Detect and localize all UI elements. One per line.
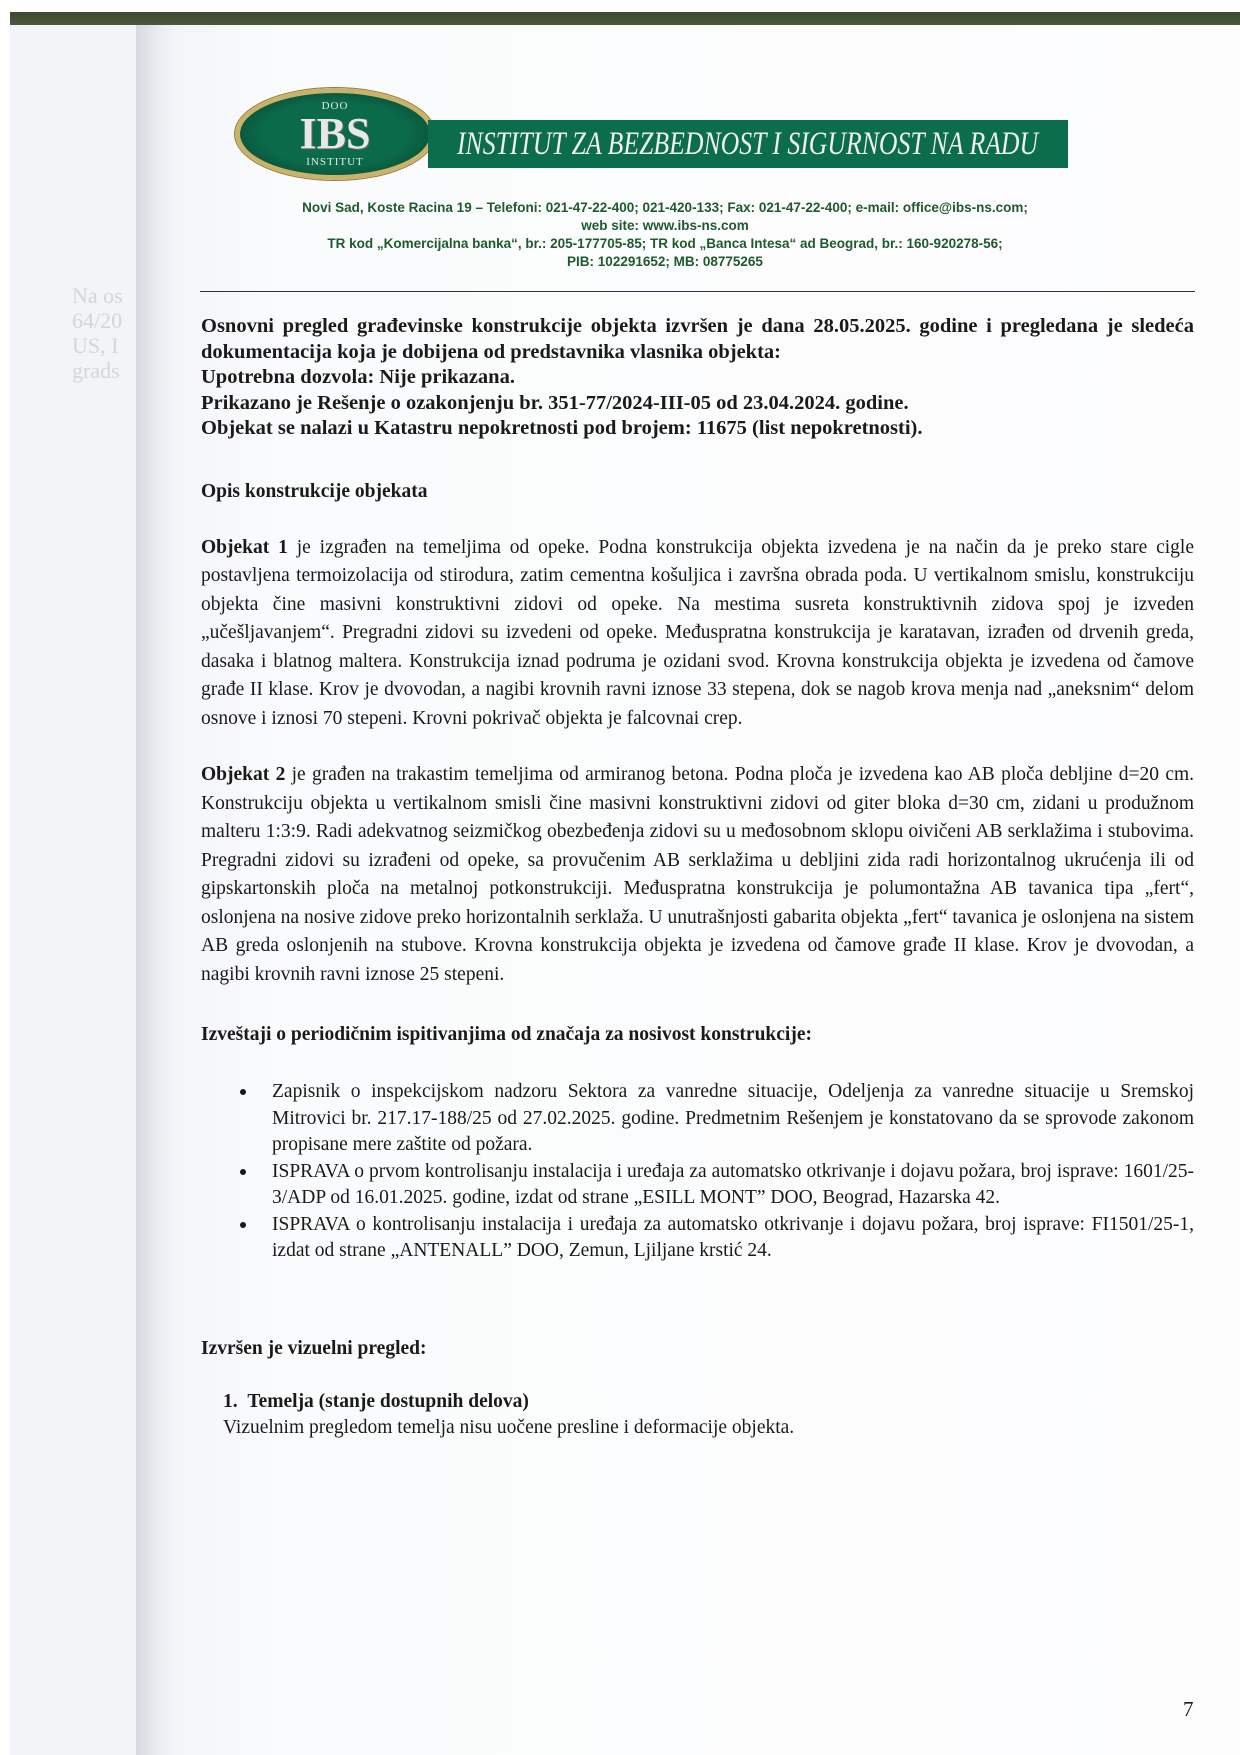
logo-institut-text: INSTITUT xyxy=(306,156,364,168)
intro-permit-line: Upotrebna dozvola: Nije prikazana. xyxy=(201,366,515,388)
reports-list xyxy=(240,1079,1194,1265)
objekat2-paragraph xyxy=(201,761,1194,989)
contact-ids-line: PIB: 102291652; MB: 08775265 xyxy=(567,254,763,269)
bullet-icon xyxy=(240,1089,246,1095)
section-title-opis: Opis konstrukcije objekata xyxy=(201,480,428,502)
contact-address-line: Novi Sad, Koste Racina 19 – Telefoni: 021-47-22-400; 021-420-133; Fax: 021-47-22-400; e-mail: office@ibs-ns.com; xyxy=(302,200,1028,215)
report-item xyxy=(240,1159,1194,1212)
report-item xyxy=(240,1079,1194,1159)
report-item-text: Zapisnik o inspekcijskom nadzoru Sektora za vanredne situacije, Odeljenja za vanredne situacije u Sremskoj Mitrovici br. 217.17-188/25 od 27.02.2025. godine. Predmetnim Rešenjem je konstatovano da se sprovode zakonom propisane mere zaštite od požara. xyxy=(272,1081,1194,1155)
section-title-izvestaji: Izveštaji o periodičnim ispitivanjima od značaja za nosivost konstrukcije: xyxy=(201,1024,812,1045)
ibs-logo-emblem xyxy=(235,88,435,180)
inspection-item-title: Temelja (stanje dostupnih delova) xyxy=(247,1390,529,1412)
inspection-item xyxy=(223,1389,1194,1441)
report-item-text: ISPRAVA o kontrolisanju instalacija i uređaja za automatsko otkrivanje i dojavu požara, broj isprave: FI1501/25-1, izdat od strane „ANTENALL” DOO, Zemun, Ljiljane krstić 24. xyxy=(272,1213,1194,1261)
institute-name: INSTITUT ZA BEZBEDNOST I SIGURNOST NA RADU xyxy=(457,125,1039,162)
bullet-icon xyxy=(240,1169,246,1175)
report-item xyxy=(240,1212,1194,1265)
intro-inspection-line: Osnovni pregled građevinske konstrukcije objekta izvršen je dana 28.05.2025. godine i pregledana je sledeća dokumentacija koja je dobijena od predstavnika vlasnika objekta: xyxy=(201,315,1194,363)
objekat2-text: je građen na trakastim temeljima od armiranog betona. Podna ploča je izvedena kao AB ploča debljine d=20 cm. Konstrukciju objekta u vertikalnom smisli čine masivni konstruktivni zidovi od giter bloka d=30 cm, zidani u produžnom malteru 1:3:9. Radi adekvatnog seizmičkog obezbeđenja zidovi su u međosobnom sklopu oivičeni AB serklažima i stubovima. Pregradni zidovi su izrađeni od opeke, sa provučenim AB serklažima u debljini zida radi horizontalnog ukrućenja ili od gipskartonskih ploča na metalnoj potkonstrukciji. Međuspratna konstrukcija je polumontažna AB tavanica tipa „fert“, oslonjena na nosive zidove preko horizontalnih serklaža. U unutrašnjosti gabarita objekta „fert“ tavanica je oslonjena na sistem AB greda oslonjenih na stubove. Krovna konstrukcija objekta je izvedena od čamove građe II klase. Krov je dvovodan, a nagibi krovnih ravni iznose 25 stepeni. xyxy=(201,764,1195,985)
report-item-text: ISPRAVA o prvom kontrolisanju instalacija i uređaja za automatsko otkrivanje i dojavu požara, broj isprave: 1601/25-3/ADP od 16.01.2025. godine, izdat od strane „ESILL MONT” DOO, Beograd, Hazarska 42. xyxy=(272,1160,1194,1208)
ghost-text: US, I xyxy=(72,333,119,358)
intro-cadastre-line: Objekat se nalazi u Katastru nepokretnosti pod brojem: 11675 (list nepokretnosti). xyxy=(201,417,923,439)
inspection-item-text: Vizuelnim pregledom temelja nisu uočene presline i deformacije objekta. xyxy=(223,1416,795,1438)
contact-bank-line: TR kod „Komercijalna banka“, br.: 205-177705-85; TR kod „Banca Intesa“ ad Beograd, br.: 160-920278-56; xyxy=(327,236,1003,251)
bullet-icon xyxy=(240,1222,246,1228)
header-divider xyxy=(200,291,1195,292)
objekat2-label: Objekat 2 xyxy=(201,764,286,785)
letterhead-banner xyxy=(428,120,1068,168)
intro-block xyxy=(201,314,1194,442)
facing-page xyxy=(10,25,136,1755)
objekat1-label: Objekat 1 xyxy=(201,536,288,558)
ghost-text: 64/20 xyxy=(72,308,123,333)
page-number: 7 xyxy=(1183,1697,1194,1721)
section-title-pregled: Izvršen je vizuelni pregled: xyxy=(201,1337,427,1359)
objekat1-text: je izgrađen na temeljima od opeke. Podna konstrukcija objekta izvedena je na način da je preko stare cigle postavljena termoizolacija od stirodura, zatim cementna košuljica i završna obrada poda. U vertikalnom smislu, konstrukciju objekta čine masivni konstruktivni zidovi od opeke. Na mestima susreta konstruktivnih zidova spoj je izveden „učešljavanjem“. Pregradni zidovi su izvedeni od opeke. Međuspratna konstrukcija je karatavan, izrađen od drvenih greda, dasaka i blatnog maltera. Konstrukcija iznad podruma je ozidani svod. Krovna konstrukcija objekta je izvedena od čamove građe II klase. Krov je dvovodan, a nagibi krovnih ravni iznose 33 stepena, dok se nagob krova menja nad „aneksnim“ delom osnove i iznosi 70 stepeni. Krovni pokrivač objekta je falcovnai crep. xyxy=(201,536,1195,729)
contact-website-line: web site: www.ibs-ns.com xyxy=(581,218,749,233)
contact-block xyxy=(230,199,1100,271)
ghost-text: Na os xyxy=(72,283,123,308)
logo-doo-text: DOO xyxy=(321,100,349,112)
inspection-item-number: 1. xyxy=(223,1390,238,1412)
scanner-edge xyxy=(10,12,1240,25)
inspection-item-heading xyxy=(223,1389,1194,1415)
logo-ibs-text: IBS xyxy=(299,109,371,158)
ghost-text: grads xyxy=(72,358,120,383)
objekat1-paragraph xyxy=(201,534,1194,734)
ghost-text-stack xyxy=(72,283,123,383)
scan-margin xyxy=(0,0,1240,12)
intro-resolution-line: Prikazano je Rešenje o ozakonjenju br. 351-77/2024-III-05 od 23.04.2024. godine. xyxy=(201,391,909,414)
document-body xyxy=(201,314,1194,1441)
book-gutter xyxy=(136,25,176,1755)
